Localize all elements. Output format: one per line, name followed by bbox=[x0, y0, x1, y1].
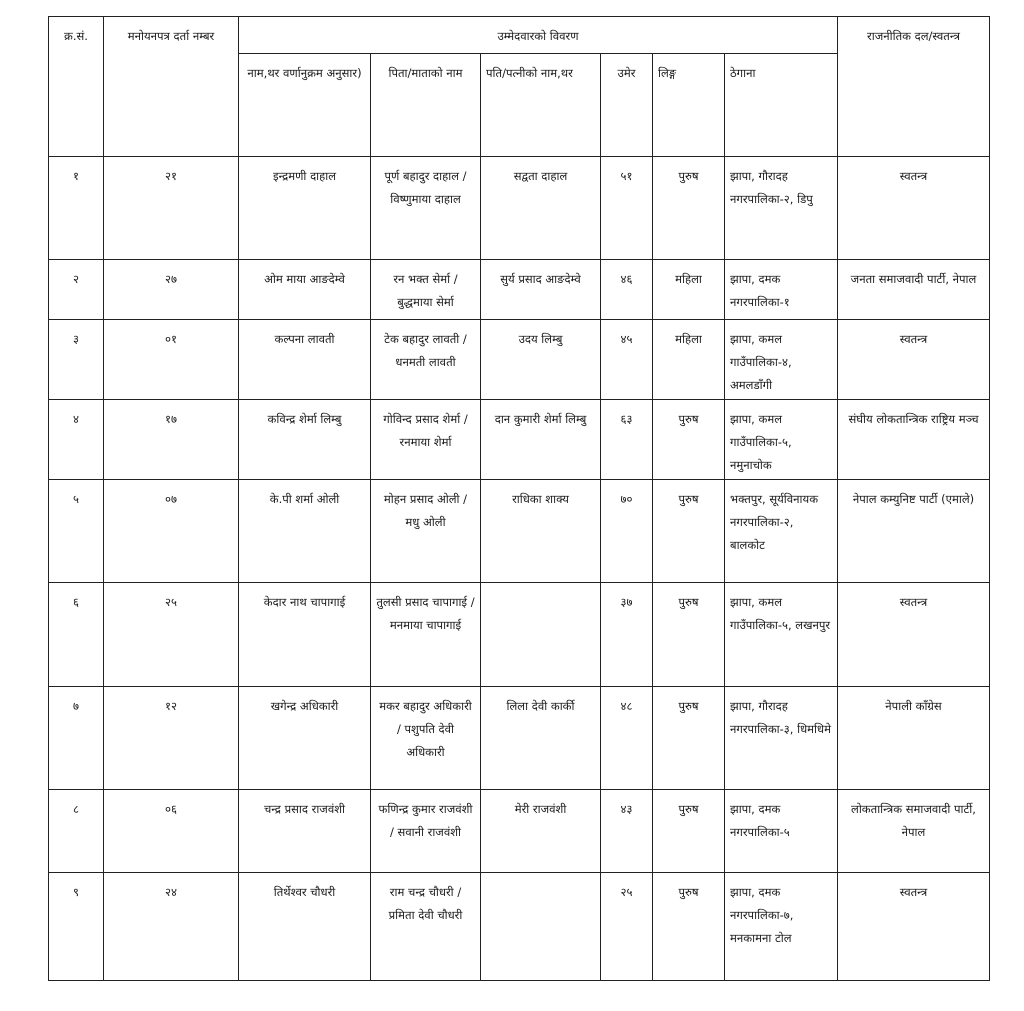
cell-gender: पुरुष bbox=[653, 157, 725, 260]
cell-sn: १ bbox=[49, 157, 104, 260]
cell-spouse: दान कुमारी शेर्मा लिम्बु bbox=[481, 400, 601, 480]
cell-party: नेपाल कम्युनिष्ट पार्टी (एमाले) bbox=[838, 480, 990, 583]
table-row bbox=[49, 157, 990, 260]
table-row bbox=[49, 790, 990, 873]
cell-parents: पूर्ण बहादुर दाहाल / विष्णुमाया दाहाल bbox=[371, 157, 481, 260]
cell-name: ओम माया आङदेम्वे bbox=[239, 260, 371, 320]
header-gender: लिङ्ग bbox=[653, 54, 725, 157]
cell-sn: ९ bbox=[49, 873, 104, 981]
cell-name: के.पी शर्मा ओली bbox=[239, 480, 371, 583]
cell-name: तिर्थेश्वर चौधरी bbox=[239, 873, 371, 981]
cell-name: कविन्द्र शेर्मा लिम्बु bbox=[239, 400, 371, 480]
cell-gender: पुरुष bbox=[653, 480, 725, 583]
cell-address: झापा, दमक नगरपालिका-१ bbox=[725, 260, 838, 320]
cell-party: स्वतन्त्र bbox=[838, 873, 990, 981]
cell-age: २५ bbox=[601, 873, 653, 981]
cell-sn: ७ bbox=[49, 687, 104, 790]
cell-party: संघीय लोकतान्त्रिक राष्ट्रिय मञ्च bbox=[838, 400, 990, 480]
header-party: राजनीतिक दल/स्वतन्त्र bbox=[838, 17, 990, 157]
cell-spouse: सद्वता दाहाल bbox=[481, 157, 601, 260]
cell-spouse: राधिका शाक्य bbox=[481, 480, 601, 583]
cell-age: ७० bbox=[601, 480, 653, 583]
header-age: उमेर bbox=[601, 54, 653, 157]
cell-name: इन्द्रमणी दाहाल bbox=[239, 157, 371, 260]
cell-party: जनता समाजवादी पार्टी, नेपाल bbox=[838, 260, 990, 320]
cell-sn: ४ bbox=[49, 400, 104, 480]
cell-reg-no: २४ bbox=[104, 873, 239, 981]
cell-party: स्वतन्त्र bbox=[838, 157, 990, 260]
cell-address: झापा, कमल गाउँपालिका-४, अमलडाँगी bbox=[725, 320, 838, 400]
cell-gender: पुरुष bbox=[653, 400, 725, 480]
header-candidate-details: उम्मेदवारको विवरण bbox=[239, 17, 838, 54]
cell-parents: टेक बहादुर लावती / धनमती लावती bbox=[371, 320, 481, 400]
table-row bbox=[49, 480, 990, 583]
header-parents: पिता/माताको नाम bbox=[371, 54, 481, 157]
cell-parents: राम चन्द्र चौधरी / प्रमिता देवी चौधरी bbox=[371, 873, 481, 981]
cell-reg-no: ०७ bbox=[104, 480, 239, 583]
table-row bbox=[49, 400, 990, 480]
cell-age: ३७ bbox=[601, 583, 653, 687]
cell-gender: पुरुष bbox=[653, 790, 725, 873]
cell-gender: पुरुष bbox=[653, 873, 725, 981]
cell-spouse bbox=[481, 583, 601, 687]
cell-parents: रन भक्त सेर्मा / बुद्धमाया सेर्मा bbox=[371, 260, 481, 320]
cell-age: ५१ bbox=[601, 157, 653, 260]
cell-gender: पुरुष bbox=[653, 583, 725, 687]
cell-parents: मकर बहादुर अधिकारी / पशुपति देवी अधिकारी bbox=[371, 687, 481, 790]
cell-reg-no: २१ bbox=[104, 157, 239, 260]
cell-reg-no: ०१ bbox=[104, 320, 239, 400]
cell-parents: मोहन प्रसाद ओली / मधु ओली bbox=[371, 480, 481, 583]
cell-sn: २ bbox=[49, 260, 104, 320]
cell-parents: गोविन्द प्रसाद शेर्मा / रनमाया शेर्मा bbox=[371, 400, 481, 480]
cell-name: खगेन्द्र अधिकारी bbox=[239, 687, 371, 790]
cell-name: केदार नाथ चापागाई bbox=[239, 583, 371, 687]
cell-spouse: मेरी राजवंशी bbox=[481, 790, 601, 873]
cell-party: स्वतन्त्र bbox=[838, 320, 990, 400]
cell-age: ४५ bbox=[601, 320, 653, 400]
cell-party: नेपाली कॉंग्रेस bbox=[838, 687, 990, 790]
table-row bbox=[49, 873, 990, 981]
cell-sn: ६ bbox=[49, 583, 104, 687]
header-spouse: पति/पत्नीको नाम,थर bbox=[481, 54, 601, 157]
cell-address: झापा, दमक नगरपालिका-५ bbox=[725, 790, 838, 873]
header-name: नाम,थर वर्णानुक्रम अनुसार) bbox=[239, 54, 371, 157]
cell-address: झापा, दमक नगरपालिका-७, मनकामना टोल bbox=[725, 873, 838, 981]
cell-address: झापा, कमल गाउँपालिका-५, लखनपुर bbox=[725, 583, 838, 687]
cell-reg-no: २७ bbox=[104, 260, 239, 320]
cell-spouse: लिला देवी कार्की bbox=[481, 687, 601, 790]
candidate-table bbox=[48, 16, 990, 981]
cell-sn: ८ bbox=[49, 790, 104, 873]
cell-reg-no: १७ bbox=[104, 400, 239, 480]
cell-parents: तुलसी प्रसाद चापागाई / मनमाया चापागाई bbox=[371, 583, 481, 687]
cell-parents: फणिन्द्र कुमार राजवंशी / सवानी राजवंशी bbox=[371, 790, 481, 873]
cell-age: ४३ bbox=[601, 790, 653, 873]
cell-reg-no: ०६ bbox=[104, 790, 239, 873]
table-row bbox=[49, 320, 990, 400]
table-body bbox=[49, 157, 990, 981]
cell-spouse: उदय लिम्बु bbox=[481, 320, 601, 400]
cell-age: ४८ bbox=[601, 687, 653, 790]
cell-address: झापा, गौरादह नगरपालिका-२, डिपु bbox=[725, 157, 838, 260]
header-sn: क्र.सं. bbox=[49, 17, 104, 157]
cell-gender: महिला bbox=[653, 260, 725, 320]
cell-address: भक्तपुर, सूर्यविनायक नगरपालिका-२, बालकोट bbox=[725, 480, 838, 583]
cell-reg-no: १२ bbox=[104, 687, 239, 790]
cell-spouse: सुर्य प्रसाद आङदेम्वे bbox=[481, 260, 601, 320]
cell-age: ६३ bbox=[601, 400, 653, 480]
cell-reg-no: २५ bbox=[104, 583, 239, 687]
cell-address: झापा, कमल गाउँपालिका-५, नमुनाचोक bbox=[725, 400, 838, 480]
header-row-1 bbox=[49, 17, 990, 54]
cell-address: झापा, गौरादह नगरपालिका-३, धिमधिमे bbox=[725, 687, 838, 790]
cell-gender: महिला bbox=[653, 320, 725, 400]
table-row bbox=[49, 687, 990, 790]
cell-gender: पुरुष bbox=[653, 687, 725, 790]
cell-sn: ५ bbox=[49, 480, 104, 583]
cell-sn: ३ bbox=[49, 320, 104, 400]
header-reg-no: मनोयनपत्र दर्ता नम्बर bbox=[104, 17, 239, 157]
table-row bbox=[49, 260, 990, 320]
header-address: ठेगाना bbox=[725, 54, 838, 157]
table-row bbox=[49, 583, 990, 687]
cell-party: लोकतान्त्रिक समाजवादी पार्टी, नेपाल bbox=[838, 790, 990, 873]
cell-party: स्वतन्त्र bbox=[838, 583, 990, 687]
cell-spouse bbox=[481, 873, 601, 981]
cell-age: ४६ bbox=[601, 260, 653, 320]
cell-name: चन्द्र प्रसाद राजवंशी bbox=[239, 790, 371, 873]
cell-name: कल्पना लावती bbox=[239, 320, 371, 400]
